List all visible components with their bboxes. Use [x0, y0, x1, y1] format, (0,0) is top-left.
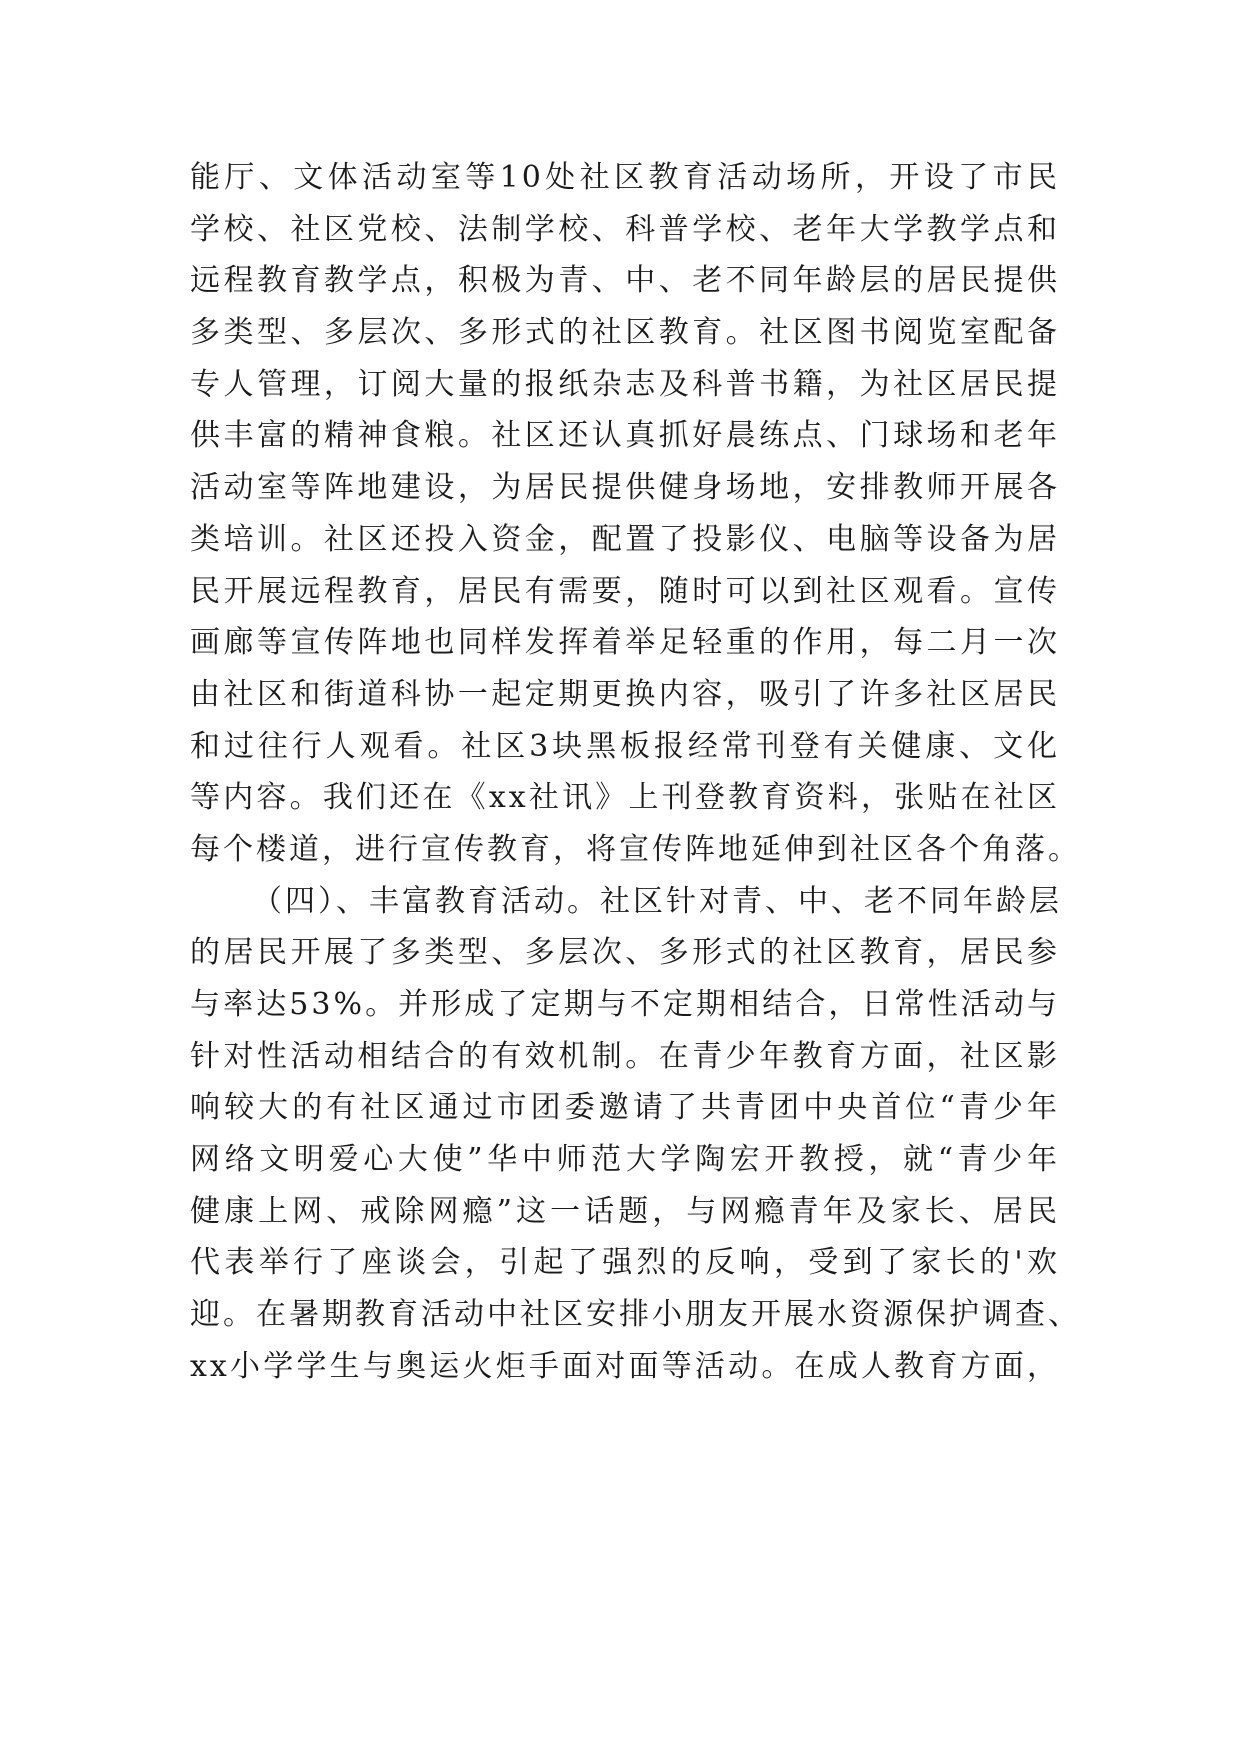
text-line: 与率达53%。并形成了定期与不定期相结合，日常性活动与: [190, 987, 1060, 1022]
text-line: 学校、社区党校、法制学校、科普学校、老年大学教学点和: [190, 211, 1060, 247]
text-line: 的居民开展了多类型、多层次、多形式的社区教育，居民参: [190, 935, 1060, 971]
text-line: 多类型、多层次、多形式的社区教育。社区图书阅览室配备: [190, 315, 1060, 351]
text-line: 代表举行了座谈会，引起了强烈的反响，受到了家长的'欢: [190, 1245, 1060, 1281]
text-line: 民开展远程教育，居民有需要，随时可以到社区观看。宣传: [190, 573, 1060, 609]
text-line: 等内容。我们还在《xx社讯》上刊登教育资料，张贴在社区: [190, 780, 1060, 816]
text-line: 能厅、文体活动室等10处社区教育活动场所，开设了市民: [190, 160, 1060, 195]
text-line: 针对性活动相结合的有效机制。在青少年教育方面，社区影: [190, 1038, 1060, 1074]
text-line: 专人管理，订阅大量的报纸杂志及科普书籍，为社区居民提: [190, 366, 1060, 402]
body-text: [190, 152, 1081, 1393]
text-line: 响较大的有社区通过市团委邀请了共青团中央首位“青少年: [190, 1090, 1060, 1126]
text-line: 画廊等宣传阵地也同样发挥着举足轻重的作用，每二月一次: [190, 625, 1060, 661]
text-line: 网络文明爱心大使”华中师范大学陶宏开教授，就“青少年: [190, 1142, 1060, 1178]
text-line: 类培训。社区还投入资金，配置了投影仪、电脑等设备为居: [190, 521, 1060, 557]
text-line: 供丰富的精神食粮。社区还认真抓好晨练点、门球场和老年: [190, 418, 1060, 454]
text-line: 健康上网、戒除网瘾”这一话题，与网瘾青年及家长、居民: [190, 1193, 1060, 1229]
text-line: 迎。在暑期教育活动中社区安排小朋友开展水资源保护调查、: [190, 1297, 1081, 1333]
text-line: xx小学学生与奥运火炬手面对面等活动。在成人教育方面，: [190, 1348, 1060, 1384]
text-line: 和过往行人观看。社区3块黑板报经常刊登有关健康、文化: [190, 728, 1060, 764]
text-line: 活动室等阵地建设，为居民提供健身场地，安排教师开展各: [190, 470, 1060, 506]
text-line: 每个楼道，进行宣传教育，将宣传阵地延伸到社区各个角落。: [190, 831, 1081, 867]
text-line: 由社区和街道科协一起定期更换内容，吸引了许多社区居民: [190, 676, 1060, 712]
text-line: 远程教育教学点，积极为青、中、老不同年龄层的居民提供: [190, 263, 1060, 299]
paragraph-start-line: （四）、丰富教育活动。社区针对青、中、老不同年龄层: [252, 883, 1062, 919]
